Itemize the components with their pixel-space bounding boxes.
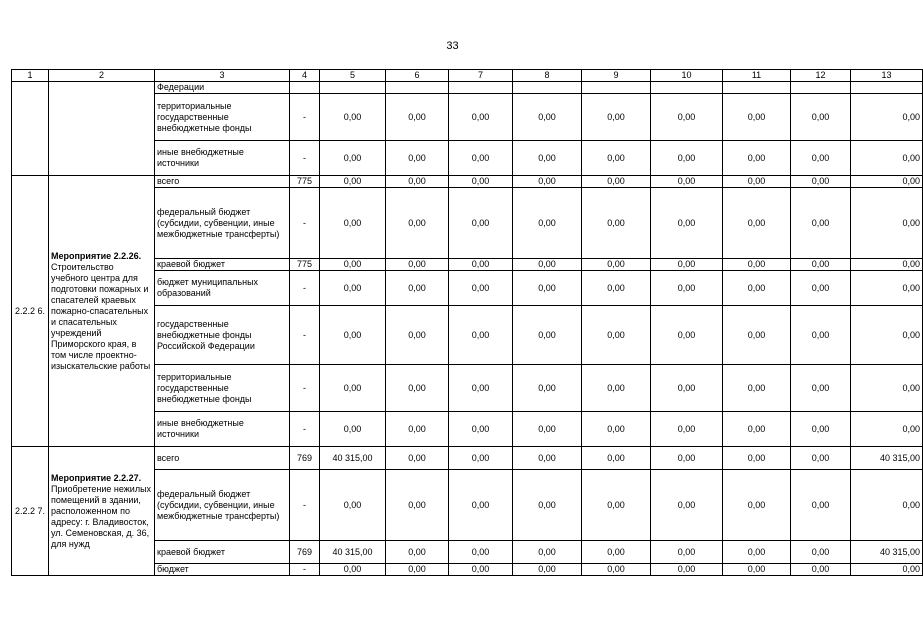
grbs-code-cell: - bbox=[290, 365, 320, 412]
amount-cell: 0,00 bbox=[651, 412, 723, 447]
amount-cell: 0,00 bbox=[386, 306, 449, 365]
amount-cell: 0,00 bbox=[386, 176, 449, 188]
amount-cell: 0,00 bbox=[386, 365, 449, 412]
amount-cell: 0,00 bbox=[449, 188, 513, 259]
amount-cell: 0,00 bbox=[582, 188, 651, 259]
funding-source-cell: государственные внебюджетные фонды Российской Федерации bbox=[155, 306, 290, 365]
amount-cell: 0,00 bbox=[723, 141, 791, 176]
grbs-code-cell: 769 bbox=[290, 541, 320, 564]
amount-cell: 0,00 bbox=[582, 470, 651, 541]
amount-cell: 0,00 bbox=[723, 94, 791, 141]
amount-cell: 0,00 bbox=[651, 176, 723, 188]
column-header: 13 bbox=[851, 70, 923, 82]
amount-cell: 0,00 bbox=[582, 541, 651, 564]
amount-cell bbox=[791, 82, 851, 94]
amount-cell: 0,00 bbox=[791, 176, 851, 188]
table-row bbox=[12, 447, 923, 470]
amount-cell: 0,00 bbox=[449, 176, 513, 188]
funding-source-cell: всего bbox=[155, 447, 290, 470]
amount-cell: 0,00 bbox=[386, 412, 449, 447]
grbs-code-cell: - bbox=[290, 94, 320, 141]
amount-cell: 0,00 bbox=[723, 188, 791, 259]
amount-cell: 0,00 bbox=[320, 306, 386, 365]
budget-table bbox=[11, 69, 923, 576]
table-row bbox=[12, 176, 923, 188]
funding-source-cell: иные внебюджетные источники bbox=[155, 141, 290, 176]
funding-source-cell: всего bbox=[155, 176, 290, 188]
funding-source-cell: бюджет bbox=[155, 564, 290, 576]
column-header: 1 bbox=[12, 70, 49, 82]
amount-cell: 0,00 bbox=[582, 365, 651, 412]
amount-cell: 0,00 bbox=[449, 412, 513, 447]
amount-cell: 0,00 bbox=[791, 365, 851, 412]
funding-source-cell: краевой бюджет bbox=[155, 541, 290, 564]
amount-cell: 0,00 bbox=[791, 447, 851, 470]
amount-cell: 0,00 bbox=[723, 259, 791, 271]
header-row bbox=[12, 70, 923, 82]
column-header: 10 bbox=[651, 70, 723, 82]
amount-cell: 0,00 bbox=[320, 365, 386, 412]
amount-cell: 0,00 bbox=[791, 94, 851, 141]
amount-cell: 0,00 bbox=[791, 306, 851, 365]
item-name-cell bbox=[49, 176, 155, 447]
column-header: 11 bbox=[723, 70, 791, 82]
amount-cell: 0,00 bbox=[320, 188, 386, 259]
amount-cell: 0,00 bbox=[582, 306, 651, 365]
amount-cell bbox=[582, 82, 651, 94]
column-header: 7 bbox=[449, 70, 513, 82]
amount-cell: 0,00 bbox=[651, 541, 723, 564]
amount-cell: 0,00 bbox=[651, 447, 723, 470]
amount-cell: 0,00 bbox=[513, 365, 582, 412]
amount-cell: 0,00 bbox=[513, 564, 582, 576]
funding-source-cell: федеральный бюджет (субсидии, субвенции, иные межбюджетные трансферты) bbox=[155, 188, 290, 259]
amount-cell: 0,00 bbox=[449, 271, 513, 306]
amount-cell: 0,00 bbox=[386, 259, 449, 271]
amount-cell: 0,00 bbox=[582, 176, 651, 188]
grbs-code-cell: - bbox=[290, 306, 320, 365]
amount-cell: 0,00 bbox=[320, 259, 386, 271]
amount-cell: 0,00 bbox=[851, 188, 923, 259]
amount-cell: 0,00 bbox=[851, 564, 923, 576]
amount-cell: 0,00 bbox=[791, 141, 851, 176]
column-header: 2 bbox=[49, 70, 155, 82]
amount-cell: 0,00 bbox=[320, 470, 386, 541]
funding-source-cell: федеральный бюджет (субсидии, субвенции, иные межбюджетные трансферты) bbox=[155, 470, 290, 541]
amount-cell bbox=[386, 82, 449, 94]
funding-source-cell: территориальные государственные внебюджетные фонды bbox=[155, 94, 290, 141]
amount-cell: 0,00 bbox=[791, 564, 851, 576]
amount-cell: 40 315,00 bbox=[851, 447, 923, 470]
amount-cell: 0,00 bbox=[582, 447, 651, 470]
amount-cell: 0,00 bbox=[582, 94, 651, 141]
amount-cell: 0,00 bbox=[320, 412, 386, 447]
amount-cell: 40 315,00 bbox=[320, 541, 386, 564]
amount-cell: 0,00 bbox=[791, 271, 851, 306]
amount-cell: 0,00 bbox=[851, 141, 923, 176]
amount-cell: 0,00 bbox=[723, 447, 791, 470]
amount-cell bbox=[851, 82, 923, 94]
amount-cell: 0,00 bbox=[449, 141, 513, 176]
amount-cell: 0,00 bbox=[651, 306, 723, 365]
amount-cell: 0,00 bbox=[851, 176, 923, 188]
amount-cell: 0,00 bbox=[513, 94, 582, 141]
funding-source-cell: бюджет муниципальных образований bbox=[155, 271, 290, 306]
amount-cell: 0,00 bbox=[651, 564, 723, 576]
amount-cell: 0,00 bbox=[791, 541, 851, 564]
item-title: Мероприятие 2.2.27. bbox=[51, 472, 142, 483]
item-description: Строительство учебного центра для подготовки пожарных и спасателей краевых пожарно-спасательных и спасательных учреждений Приморского края, в том числе проектно-изыскательские работы bbox=[51, 261, 151, 371]
amount-cell: 0,00 bbox=[320, 271, 386, 306]
amount-cell bbox=[320, 82, 386, 94]
amount-cell: 0,00 bbox=[449, 541, 513, 564]
amount-cell: 0,00 bbox=[449, 447, 513, 470]
amount-cell: 0,00 bbox=[513, 447, 582, 470]
grbs-code-cell: - bbox=[290, 188, 320, 259]
amount-cell: 0,00 bbox=[651, 365, 723, 412]
grbs-code-cell: 775 bbox=[290, 259, 320, 271]
column-header: 12 bbox=[791, 70, 851, 82]
amount-cell: 0,00 bbox=[513, 188, 582, 259]
amount-cell: 0,00 bbox=[513, 306, 582, 365]
grbs-code-cell: - bbox=[290, 412, 320, 447]
grbs-code-cell bbox=[290, 82, 320, 94]
amount-cell: 0,00 bbox=[651, 470, 723, 541]
amount-cell: 0,00 bbox=[513, 470, 582, 541]
amount-cell: 0,00 bbox=[723, 470, 791, 541]
grbs-code-cell: - bbox=[290, 271, 320, 306]
funding-source-cell: краевой бюджет bbox=[155, 259, 290, 271]
amount-cell bbox=[513, 82, 582, 94]
amount-cell: 0,00 bbox=[449, 259, 513, 271]
amount-cell: 0,00 bbox=[723, 271, 791, 306]
amount-cell: 0,00 bbox=[513, 271, 582, 306]
amount-cell bbox=[723, 82, 791, 94]
amount-cell: 0,00 bbox=[513, 541, 582, 564]
column-header: 8 bbox=[513, 70, 582, 82]
amount-cell: 0,00 bbox=[386, 141, 449, 176]
column-header: 6 bbox=[386, 70, 449, 82]
funding-source-cell: Федерации bbox=[155, 82, 290, 94]
amount-cell: 0,00 bbox=[851, 271, 923, 306]
item-code: 2.2.2 6. bbox=[14, 305, 46, 316]
amount-cell: 40 315,00 bbox=[320, 447, 386, 470]
column-header: 3 bbox=[155, 70, 290, 82]
amount-cell: 0,00 bbox=[791, 188, 851, 259]
amount-cell: 0,00 bbox=[851, 412, 923, 447]
item-code-cell bbox=[12, 82, 49, 176]
amount-cell: 0,00 bbox=[513, 176, 582, 188]
amount-cell bbox=[651, 82, 723, 94]
amount-cell: 0,00 bbox=[723, 412, 791, 447]
amount-cell: 0,00 bbox=[791, 412, 851, 447]
amount-cell: 0,00 bbox=[320, 94, 386, 141]
amount-cell: 0,00 bbox=[386, 94, 449, 141]
amount-cell: 0,00 bbox=[449, 94, 513, 141]
amount-cell: 0,00 bbox=[851, 259, 923, 271]
amount-cell: 0,00 bbox=[386, 541, 449, 564]
amount-cell: 0,00 bbox=[582, 412, 651, 447]
amount-cell: 0,00 bbox=[513, 141, 582, 176]
item-title: Мероприятие 2.2.26. bbox=[51, 250, 142, 261]
item-name-cell bbox=[49, 447, 155, 576]
column-header: 4 bbox=[290, 70, 320, 82]
funding-source-cell: иные внебюджетные источники bbox=[155, 412, 290, 447]
amount-cell: 0,00 bbox=[320, 564, 386, 576]
item-code: 2.2.2 7. bbox=[14, 505, 46, 516]
amount-cell: 0,00 bbox=[513, 412, 582, 447]
amount-cell: 0,00 bbox=[582, 564, 651, 576]
amount-cell: 0,00 bbox=[791, 470, 851, 541]
item-name-cell bbox=[49, 82, 155, 176]
page-number: 33 bbox=[446, 40, 459, 52]
column-header: 5 bbox=[320, 70, 386, 82]
amount-cell: 0,00 bbox=[386, 564, 449, 576]
amount-cell: 0,00 bbox=[651, 271, 723, 306]
grbs-code-cell: - bbox=[290, 564, 320, 576]
amount-cell: 0,00 bbox=[449, 365, 513, 412]
amount-cell: 0,00 bbox=[513, 259, 582, 271]
amount-cell: 0,00 bbox=[723, 306, 791, 365]
table-row bbox=[12, 82, 923, 94]
amount-cell: 0,00 bbox=[851, 365, 923, 412]
amount-cell: 0,00 bbox=[449, 306, 513, 365]
amount-cell: 40 315,00 bbox=[851, 541, 923, 564]
amount-cell: 0,00 bbox=[723, 564, 791, 576]
amount-cell: 0,00 bbox=[386, 447, 449, 470]
amount-cell: 0,00 bbox=[582, 259, 651, 271]
item-code-cell bbox=[12, 176, 49, 447]
amount-cell: 0,00 bbox=[386, 271, 449, 306]
amount-cell: 0,00 bbox=[723, 541, 791, 564]
amount-cell: 0,00 bbox=[386, 470, 449, 541]
amount-cell: 0,00 bbox=[851, 94, 923, 141]
amount-cell: 0,00 bbox=[651, 188, 723, 259]
grbs-code-cell: 775 bbox=[290, 176, 320, 188]
amount-cell: 0,00 bbox=[723, 365, 791, 412]
amount-cell: 0,00 bbox=[651, 259, 723, 271]
amount-cell: 0,00 bbox=[723, 176, 791, 188]
amount-cell: 0,00 bbox=[791, 259, 851, 271]
item-description: Приобретение нежилых помещений в здании, расположенном по адресу: г. Владивосток, ул. Семеновская, д. 36, для нужд bbox=[51, 483, 152, 549]
amount-cell: 0,00 bbox=[386, 188, 449, 259]
funding-source-cell: территориальные государственные внебюджетные фонды bbox=[155, 365, 290, 412]
amount-cell: 0,00 bbox=[449, 470, 513, 541]
amount-cell: 0,00 bbox=[651, 94, 723, 141]
amount-cell: 0,00 bbox=[851, 470, 923, 541]
grbs-code-cell: 769 bbox=[290, 447, 320, 470]
amount-cell: 0,00 bbox=[320, 176, 386, 188]
amount-cell: 0,00 bbox=[582, 141, 651, 176]
grbs-code-cell: - bbox=[290, 470, 320, 541]
grbs-code-cell: - bbox=[290, 141, 320, 176]
amount-cell bbox=[449, 82, 513, 94]
amount-cell: 0,00 bbox=[582, 271, 651, 306]
column-header: 9 bbox=[582, 70, 651, 82]
amount-cell: 0,00 bbox=[320, 141, 386, 176]
amount-cell: 0,00 bbox=[651, 141, 723, 176]
amount-cell: 0,00 bbox=[851, 306, 923, 365]
amount-cell: 0,00 bbox=[449, 564, 513, 576]
item-code-cell bbox=[12, 447, 49, 576]
